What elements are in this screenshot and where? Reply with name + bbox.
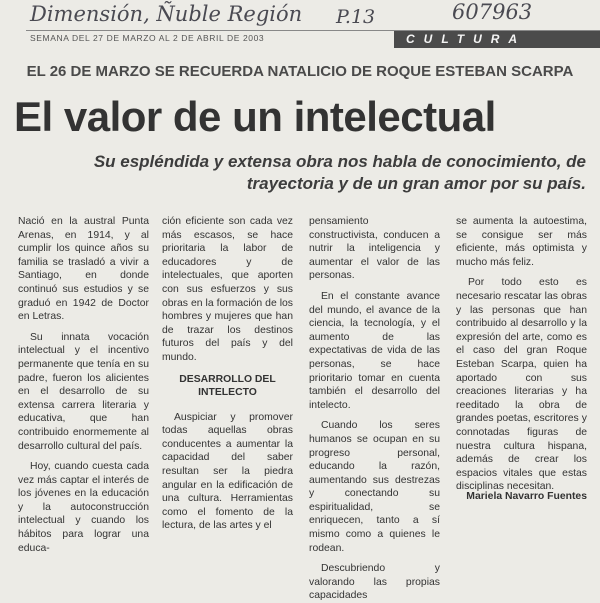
article-subtitle: Su espléndida y extensa obra nos habla de conocimiento, de trayectoria y de un gran amor por su país.: [93, 152, 586, 193]
paragraph: Descubriendo y valorando las propias capacidades: [309, 563, 440, 602]
paragraph: Por todo esto es necesario rescatar las obras y las personas que han contribuido al desarrollo y la expresión del arte, como es el caso del gran Roque Esteban Scarpa, quien ha aportado con sus creaciones literarias y ha reeditado la obra de grandes poetas, escritores y connotadas figuras de nuestra cultura hispana, además de crear los espacios vitales que estas disciplinas necesitan.: [456, 277, 587, 493]
paragraph: pensamiento constructivista, conducen a nutrir la inteligencia y aumentar el valor de las personas.: [309, 216, 440, 282]
paragraph: Auspiciar y promover todas aquellas obras conducentes a aumentar la capacidad del saber resultan ser la piedra angular en la edificación de una cultura. Herramientas como el fomento de la lectura, de las artes y el: [162, 411, 293, 532]
handwritten-code-note: 607963: [452, 0, 533, 24]
article-headline: El valor de un intelectual: [14, 93, 496, 140]
issue-bar: [26, 30, 600, 47]
paragraph: En el constante avance del mundo, el avance de la ciencia, la tecnología, y el aumento de las expectativas de vida de las personas, se hace prioritario tomar en cuenta también el desarrollo del intelecto.: [309, 290, 440, 411]
article-column-1: [18, 215, 149, 555]
article-column-3: [309, 215, 440, 603]
section-tab: CULTURA: [394, 31, 600, 48]
paragraph: Cuando los seres humanos se ocupan en su progreso personal, educando la razón, aumentando sus destrezas y conectando su espiritualidad, se enriquecen, tanto a sí mismo como a quienes le rodean.: [309, 420, 440, 554]
issue-date: SEMANA DEL 27 DE MARZO AL 2 DE ABRIL DE 2003: [30, 33, 265, 43]
paragraph: Hoy, cuando cuesta cada vez más captar el interés de los jóvenes en la educación y la autoconstrucción intelectual y cuando los hábitos para lograr una educa-: [18, 461, 149, 554]
paragraph: se aumenta la autoestima, se consigue ser más eficiente, más optimista y mucho más feliz.: [456, 216, 587, 268]
paragraph: ción eficiente son cada vez más escasos, se hace prioritaria la labor de educadores y de intelectuales, que aporten con sus esfuerzos y sus obras en la formación de los hombres y mujeres que han de trazar los destinos futuros del país y del mundo.: [162, 216, 293, 363]
article-column-4: [456, 215, 587, 494]
handwritten-page-note: P.13: [336, 6, 376, 28]
paragraph: Su innata vocación intelectual y el incentivo permanente que tenía en su padre, fueron los alicientes en el desarrollo de su extensa carrera literaria y educativa, que han contribuido enormemente al desarrollo cultural del país.: [18, 331, 149, 452]
article-column-2: [162, 215, 293, 533]
section-subhead: DESARROLLO DEL INTELECTO: [179, 373, 276, 398]
paragraph: Nació en la austral Punta Arenas, en 1914, y al cumplir los quince años su familia se trasladó a vivir a Santiago, en donde continuó sus estudios y se graduó en 1942 de Doctor en Letras.: [18, 216, 149, 323]
handwritten-source-note: Dimensión, Ñuble Región: [30, 2, 303, 26]
author-byline: Mariela Navarro Fuentes: [466, 491, 587, 502]
article-kicker: EL 26 DE MARZO SE RECUERDA NATALICIO DE ROQUE ESTEBAN SCARPA: [26, 63, 574, 80]
